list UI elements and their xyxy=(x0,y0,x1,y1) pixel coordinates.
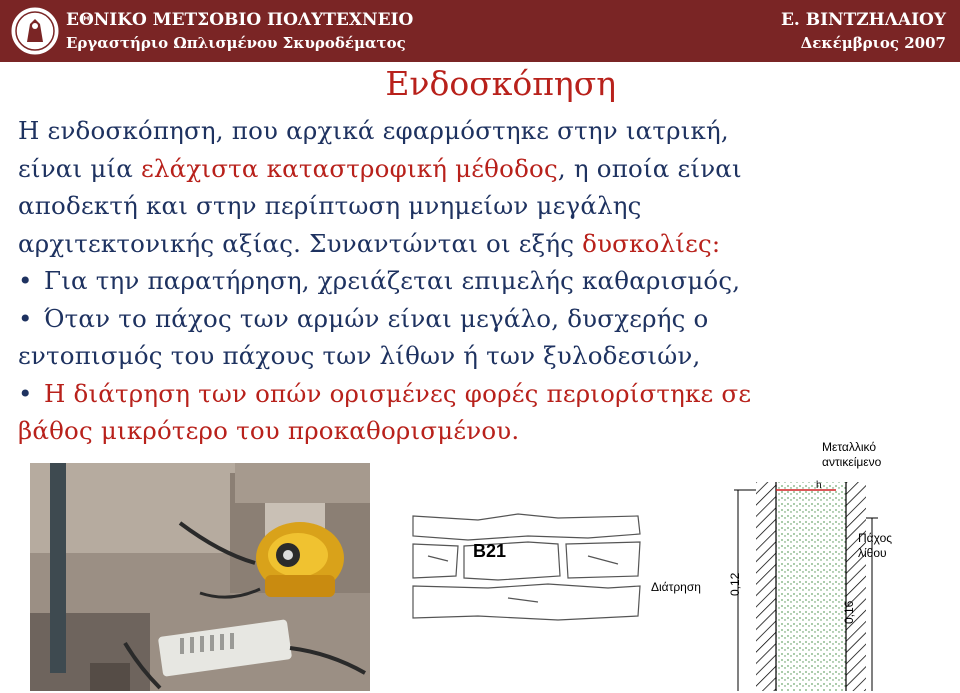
bullet-text: Για την παρατήρηση, χρειάζεται επιμελής καθαρισμός, xyxy=(44,266,741,295)
bullet-dot: • xyxy=(18,378,33,408)
header-bar xyxy=(0,0,960,62)
endoscope-photo xyxy=(30,463,370,691)
bullet-item-drilling xyxy=(18,375,948,413)
wall-section-diagram xyxy=(726,478,886,691)
highlight-difficulties: δυσκολίες: xyxy=(582,228,721,258)
header-author: Ε. ΒΙΝΤΖΗΛΑΙΟΥ xyxy=(780,10,946,30)
bullet-item-joints xyxy=(18,300,948,338)
label-metal-object-cont: αντικείμενο xyxy=(822,455,882,469)
dimension-left: 0,12 xyxy=(728,572,742,596)
header-date: Δεκέμβριος 2007 xyxy=(800,34,946,52)
stone-id-label: B21 xyxy=(473,541,507,561)
paragraph-line-3: αποδεκτή και στην περίπτωση μνημείων μεγάλης xyxy=(18,191,642,220)
highlight-method: ελάχιστα καταστροφική μέθοδος xyxy=(141,153,558,183)
slide-body xyxy=(18,112,948,450)
text-run: αρχιτεκτονικής αξίας. Συναντώνται οι εξής xyxy=(18,228,583,258)
bullet-text: Όταν το πάχος των αρμών είναι μεγάλο, δυσχερής ο xyxy=(44,303,709,333)
joint-sketch-diagram xyxy=(408,506,643,626)
paragraph-line-2 xyxy=(18,150,948,188)
university-logo-icon xyxy=(10,6,60,56)
bullet-item-cleaning xyxy=(18,262,948,300)
bullet-dot: • xyxy=(18,303,33,333)
header-lab: Εργαστήριο Ωπλισμένου Σκυροδέματος xyxy=(66,34,406,52)
dimension-top: h xyxy=(816,480,822,491)
text-run: είναι μία xyxy=(18,153,141,183)
dimension-right: 0,16 xyxy=(842,600,856,624)
slide-title: Ενδοσκόπηση xyxy=(385,64,616,103)
header-institution: ΕΘΝΙΚΟ ΜΕΤΣΟΒΙΟ ΠΟΛΥΤΕΧΝΕΙΟ xyxy=(66,10,414,30)
paragraph-line-1: Η ενδοσκόπηση, που αρχικά εφαρμόστηκε στην ιατρική, xyxy=(18,116,729,145)
label-drilling: Διάτρηση xyxy=(651,580,701,594)
bullet-text: Η διάτρηση των οπών ορισμένες φορές περιορίστηκε σε xyxy=(44,378,752,408)
bullet-dot: • xyxy=(18,266,33,295)
text-run: , η οποία είναι xyxy=(557,153,742,183)
paragraph-line-4 xyxy=(18,225,948,263)
label-stone-thickness-cont: λίθου xyxy=(858,546,887,560)
bullet-item-drilling-cont: βάθος μικρότερο του προκαθορισμένου. xyxy=(18,416,520,445)
bullet-item-joints-cont: εντοπισμός του πάχους των λίθων ή των ξυλοδεσιών, xyxy=(18,341,701,370)
label-metal-object: Μεταλλικό xyxy=(822,440,877,454)
label-stone-thickness: Πάχος xyxy=(858,531,893,545)
